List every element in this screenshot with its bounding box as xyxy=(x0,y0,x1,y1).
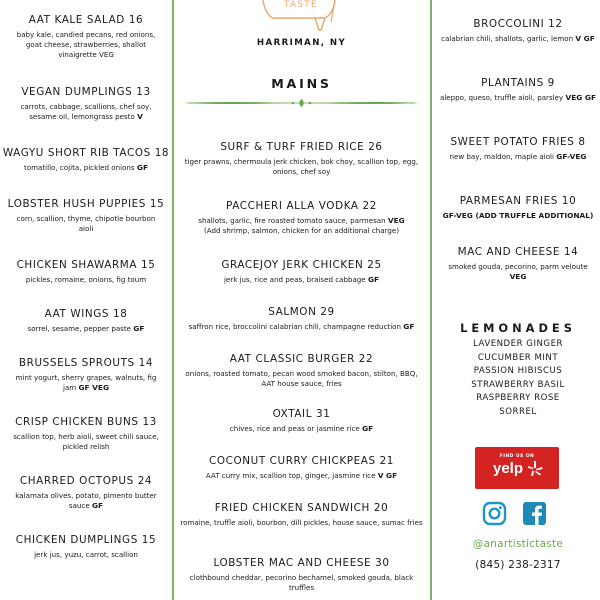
dietary-tag: GF xyxy=(133,324,145,333)
yelp-find-us-label: FIND US ON xyxy=(499,454,535,459)
ornamental-divider xyxy=(183,96,420,110)
item-name: COCONUT CURRY CHICKPEAS 21 xyxy=(208,455,395,467)
item-description: chives, rice and peas or jasmine rice GF xyxy=(229,424,374,433)
item-description xyxy=(436,211,600,221)
menu-item xyxy=(0,259,172,285)
menu-item xyxy=(175,141,428,177)
menu-item xyxy=(0,475,172,511)
logo-wordmark: TASTE xyxy=(284,0,318,10)
dietary-tag: V GF xyxy=(377,471,398,480)
item-name: SWEET POTATO FRIES 8 xyxy=(450,136,586,148)
instagram-handle[interactable]: @anartistictaste xyxy=(472,538,564,550)
menu-item xyxy=(0,198,172,234)
item-name: SURF & TURF FRIED RICE 26 xyxy=(220,141,383,153)
item-name: PLANTAINS 9 xyxy=(481,77,555,89)
item-name: CRISP CHICKEN BUNS 13 xyxy=(15,416,157,428)
item-description: onions, roasted tomato, pecan wood smoked bacon, stilton, BBQ, AAT house sauce, fries xyxy=(185,369,418,389)
menu-item xyxy=(0,147,172,173)
item-description: calabrian chili, shallots, garlic, lemon V GF xyxy=(441,34,595,43)
item-name: BROCCOLINI 12 xyxy=(473,18,563,30)
dietary-tag: GF xyxy=(136,163,149,172)
item-description: smoked gouda, pecorino, parm veloute VEG xyxy=(448,262,588,282)
dietary-tag: VEG xyxy=(509,272,527,282)
menu-item xyxy=(175,455,428,481)
item-description: tomatillo, cojita, pickled onions GF xyxy=(23,163,149,172)
menu-item xyxy=(0,534,172,560)
item-description: new bay, maldon, maple aioli GF-VEG xyxy=(449,152,587,161)
item-name: WAGYU SHORT RIB TACOS 18 xyxy=(2,147,170,159)
menu-item xyxy=(436,77,600,103)
item-description: pickles, romaine, onions, fig toum xyxy=(25,275,147,284)
location-text: HARRIMAN, NY xyxy=(256,38,347,48)
item-description: sorrel, sesame, pepper paste GF xyxy=(27,324,145,333)
item-name: PARMESAN FRIES 10 xyxy=(459,195,577,207)
item-description: baby kale, candied pecans, red onions, goat cheese, strawberries, shallot vinaigrette VEG xyxy=(16,30,156,60)
dietary-tag: V GF xyxy=(575,34,595,43)
item-name: AAT KALE SALAD 16 xyxy=(28,14,144,26)
item-description: clothbound cheddar, pecorino bechamel, smoked gouda, black truffles xyxy=(189,573,414,593)
item-description: AAT curry mix, scallion top, ginger, jasmine rice V GF xyxy=(205,471,398,480)
dietary-tag: GF xyxy=(362,424,374,433)
item-name: CHICKEN DUMPLINGS 15 xyxy=(15,534,157,546)
phone-number[interactable]: (845) 238-2317 xyxy=(475,559,561,571)
mains-column xyxy=(175,0,428,600)
item-description: tiger prawns, chermoula jerk chicken, bok choy, scallion top, egg, onions, chef soy xyxy=(184,157,419,177)
menu-item xyxy=(0,357,172,393)
item-description: kalamata olives, potato, pimento butter sauce GF xyxy=(15,491,157,511)
item-name: AAT CLASSIC BURGER 22 xyxy=(229,353,374,365)
menu-item xyxy=(175,200,428,236)
restaurant-logo xyxy=(255,0,347,32)
lemonade-item: CUCUMBER MINT xyxy=(477,353,559,363)
menu-item xyxy=(436,136,600,162)
sides-column xyxy=(436,0,600,600)
dietary-tag: GF-VEG (ADD TRUFFLE ADDITIONAL) xyxy=(442,211,594,220)
yelp-burst-icon xyxy=(527,460,543,478)
yelp-badge[interactable] xyxy=(475,447,559,489)
item-name: FRIED CHICKEN SANDWICH 20 xyxy=(214,502,389,514)
menu-item xyxy=(175,557,428,593)
dietary-tag: GF xyxy=(403,322,415,331)
item-name: GRACEJOY JERK CHICKEN 25 xyxy=(221,259,382,271)
menu-item xyxy=(175,259,428,285)
item-description: mint yogurt, sherry grapes, walnuts, fig jam GF VEG xyxy=(15,373,157,393)
right-divider-line xyxy=(430,0,432,600)
item-name: VEGAN DUMPLINGS 13 xyxy=(21,86,151,98)
lemonades-title: LEMONADES xyxy=(460,321,576,335)
section-title: MAINS xyxy=(271,76,332,91)
dietary-tag: GF xyxy=(367,275,380,284)
item-name: LOBSTER MAC AND CHEESE 30 xyxy=(213,557,390,569)
dietary-tag: GF-VEG xyxy=(556,152,587,161)
item-description: corn, scallion, thyme, chipotle bourbon aioli xyxy=(16,214,156,234)
lemonade-item: RASPBERRY ROSE xyxy=(476,393,560,403)
item-name: CHICKEN SHAWARMA 15 xyxy=(16,259,156,271)
item-name: SALMON 29 xyxy=(268,306,335,318)
item-name: OXTAIL 31 xyxy=(272,408,331,420)
left-divider-line xyxy=(172,0,174,600)
lemonade-item: STRAWBERRY BASIL xyxy=(471,380,565,390)
menu-item xyxy=(436,195,600,221)
dietary-tag: GF xyxy=(91,501,104,511)
item-description: jerk jus, rice and peas, braised cabbage GF xyxy=(223,275,380,284)
menu-item xyxy=(0,416,172,452)
lemonade-item: SORREL xyxy=(499,407,537,417)
starters-column xyxy=(0,0,172,600)
item-name: LOBSTER HUSH PUPPIES 15 xyxy=(7,198,165,210)
item-description: aleppo, queso, truffle aioli, parsley VEG GF xyxy=(439,93,597,102)
item-description: scallion top, herb aioli, sweet chili sauce, pickled relish xyxy=(13,432,159,452)
dietary-tag: VEG GF xyxy=(565,93,597,102)
dietary-tag: VEG xyxy=(387,216,405,225)
dietary-tag: GF VEG xyxy=(78,383,110,393)
yelp-wordmark: yelp xyxy=(493,460,524,477)
menu-item xyxy=(175,353,428,389)
item-description: carrots, cabbage, scallions, chef soy, sesame oil, lemongrass pesto V xyxy=(20,102,152,122)
item-description: saffron rice, broccolini calabrian chili, champagne reduction GF xyxy=(188,322,415,331)
menu-item xyxy=(175,408,428,434)
lemonade-item: PASSION HIBISCUS xyxy=(473,366,563,376)
item-description: jerk jus, yuzu, carrot, scallion xyxy=(34,550,138,559)
menu-item xyxy=(175,502,428,528)
menu-item xyxy=(436,246,600,282)
item-description: romaine, truffle aioli, bourbon, dill pickles, house sauce, sumac fries xyxy=(180,518,423,527)
menu-item xyxy=(0,14,172,61)
dietary-tag: V xyxy=(137,112,143,122)
menu-item xyxy=(436,18,600,44)
menu-item xyxy=(175,306,428,332)
item-name: AAT WINGS 18 xyxy=(44,308,128,320)
menu-item xyxy=(0,86,172,122)
item-name: BRUSSELS SPROUTS 14 xyxy=(18,357,154,369)
item-name: MAC AND CHEESE 14 xyxy=(457,246,579,258)
facebook-icon[interactable] xyxy=(522,501,547,526)
item-name: PACCHERI ALLA VODKA 22 xyxy=(226,200,377,212)
item-name: CHARRED OCTOPUS 24 xyxy=(19,475,153,487)
instagram-icon[interactable] xyxy=(482,501,507,526)
menu-item xyxy=(0,308,172,334)
lemonade-item: LAVENDER GINGER xyxy=(473,339,563,349)
item-description: shallots, garlic, fire roasted tomato sauce, parmesan VEG (Add shrimp, salmon, chicken for an additional charge) xyxy=(198,216,405,236)
